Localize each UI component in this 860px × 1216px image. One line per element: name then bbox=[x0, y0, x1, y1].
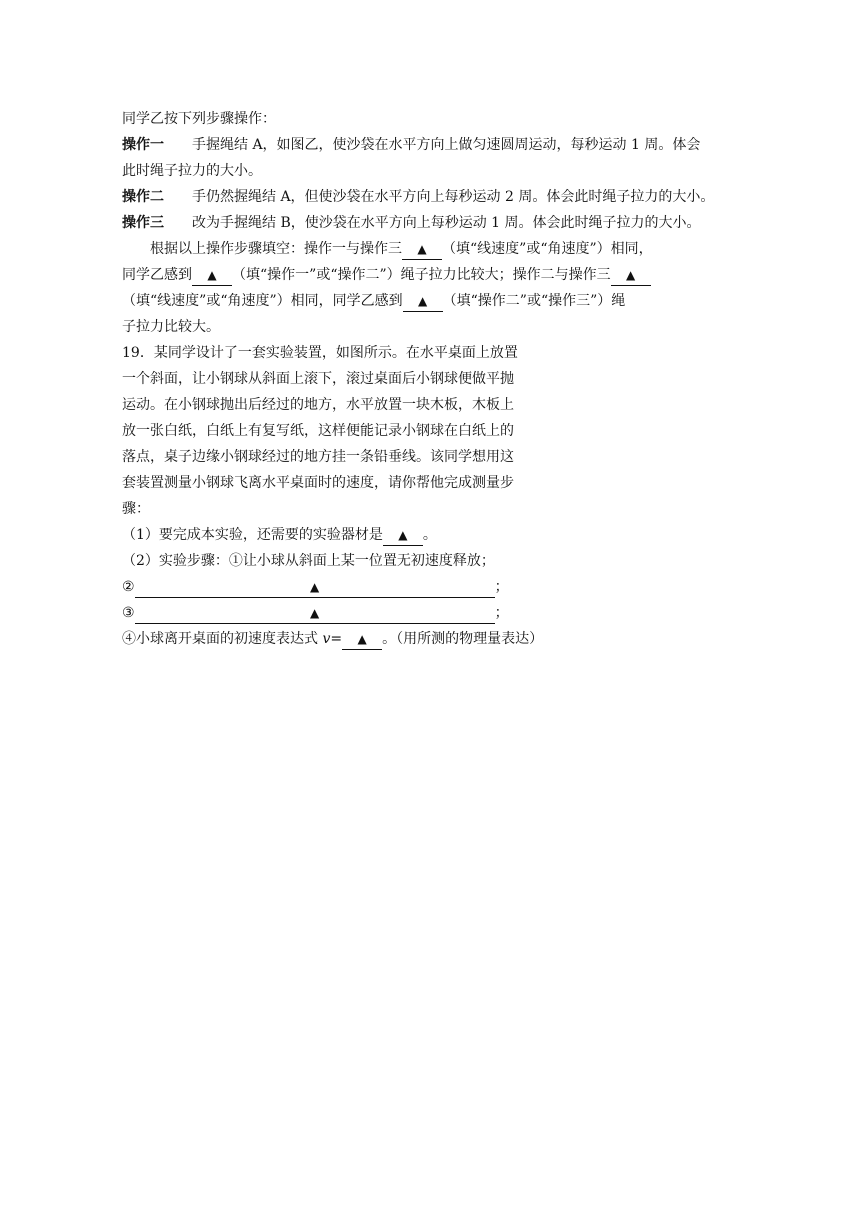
equals-sign: = bbox=[330, 631, 343, 647]
operation-three-label: 操作三 bbox=[122, 215, 164, 231]
step-3-semicolon: ； bbox=[494, 605, 509, 621]
step-4-text: ④小球离开桌面的初速度表达式 bbox=[122, 631, 323, 647]
blank-triangle-icon: ▲ bbox=[357, 632, 367, 646]
q19-step-2 bbox=[122, 574, 730, 600]
q19-line: 骤： bbox=[122, 501, 150, 517]
blank-triangle-icon: ▲ bbox=[207, 268, 217, 282]
answer-blank-4[interactable] bbox=[403, 292, 443, 312]
answer-blank-5[interactable] bbox=[383, 526, 423, 546]
answer-blank-6[interactable] bbox=[135, 578, 495, 598]
q19-line: 放一张白纸，白纸上有复写纸，这样便能记录小钢球在白纸上的 bbox=[122, 423, 514, 439]
q19-part-1-text: （1）要完成本实验，还需要的实验器材是 bbox=[122, 527, 383, 543]
q19-line: 19．某同学设计了一套实验装置，如图所示。在水平桌面上放置 bbox=[122, 345, 518, 361]
answer-blank-2[interactable] bbox=[192, 266, 232, 286]
document-page bbox=[122, 106, 730, 652]
blank-triangle-icon: ▲ bbox=[398, 528, 408, 542]
fill-line-1 bbox=[122, 236, 730, 262]
q19-part-1 bbox=[122, 522, 730, 548]
q19-step-3 bbox=[122, 600, 730, 626]
q19-step-4 bbox=[122, 626, 730, 652]
blank-triangle-icon: ▲ bbox=[418, 294, 428, 308]
fill-text: （填“操作二”或“操作三”）绳 bbox=[442, 293, 626, 309]
blank-triangle-icon: ▲ bbox=[626, 268, 636, 282]
step-2-marker: ② bbox=[122, 579, 135, 595]
fill-line-3 bbox=[122, 288, 730, 314]
answer-blank-8[interactable] bbox=[342, 630, 382, 650]
fill-text: （填“线速度”或“角速度”）相同，同学乙感到 bbox=[122, 293, 403, 309]
answer-blank-1[interactable] bbox=[402, 240, 442, 260]
fill-text: （填“操作一”或“操作二”）绳子拉力比较大；操作二与操作三 bbox=[232, 267, 611, 283]
blank-triangle-icon: ▲ bbox=[417, 242, 427, 256]
q19-part-1-end: 。 bbox=[422, 527, 437, 543]
step-3-marker: ③ bbox=[122, 605, 135, 621]
step-4-end: 。（用所测的物理量表达） bbox=[382, 631, 544, 647]
operation-two-label: 操作二 bbox=[122, 189, 164, 205]
fill-line-2 bbox=[122, 262, 730, 288]
intro-text: 同学乙按下列步骤操作： bbox=[122, 111, 276, 127]
fill-text: 同学乙感到 bbox=[122, 267, 192, 283]
q19-line: 落点，桌子边缘小钢球经过的地方挂一条铅垂线。该同学想用这 bbox=[122, 449, 514, 465]
answer-blank-3[interactable] bbox=[611, 266, 651, 286]
q19-line: 运动。在小钢球抛出后经过的地方，水平放置一块木板，木板上 bbox=[122, 397, 514, 413]
operation-two-line bbox=[122, 184, 730, 210]
q19-part-2: （2）实验步骤：①让小球从斜面上某一位置无初速度释放； bbox=[122, 553, 495, 569]
question-19-text bbox=[122, 340, 550, 522]
operation-three-line bbox=[122, 210, 730, 236]
operation-one-line bbox=[122, 132, 730, 158]
step-2-semicolon: ； bbox=[494, 579, 509, 595]
fill-text: 根据以上操作步骤填空：操作一与操作三 bbox=[150, 241, 402, 257]
q19-line: 套装置测量小钢球飞离水平桌面时的速度，请你帮他完成测量步 bbox=[122, 475, 514, 491]
operation-three-text: 改为手握绳结 B，使沙袋在水平方向上每秒运动 1 周。体会此时绳子拉力的大小。 bbox=[192, 215, 701, 231]
operation-one-cont: 此时绳子拉力的大小。 bbox=[122, 163, 262, 179]
blank-triangle-icon: ▲ bbox=[309, 580, 320, 594]
fill-line-4: 子拉力比较大。 bbox=[122, 319, 220, 335]
q19-line: 一个斜面，让小钢球从斜面上滚下，滚过桌面后小钢球便做平抛 bbox=[122, 371, 514, 387]
blank-triangle-icon: ▲ bbox=[309, 606, 320, 620]
fill-text: （填“线速度”或“角速度”）相同， bbox=[442, 241, 653, 257]
operation-one-label: 操作一 bbox=[122, 137, 164, 153]
operation-two-text: 手仍然握绳结 A，但使沙袋在水平方向上每秒运动 2 周。体会此时绳子拉力的大小。 bbox=[192, 189, 715, 205]
operation-one-text: 手握绳结 A，如图乙，使沙袋在水平方向上做匀速圆周运动，每秒运动 1 周。体会 bbox=[192, 137, 701, 153]
answer-blank-7[interactable] bbox=[135, 604, 495, 624]
velocity-symbol: v bbox=[322, 631, 331, 647]
